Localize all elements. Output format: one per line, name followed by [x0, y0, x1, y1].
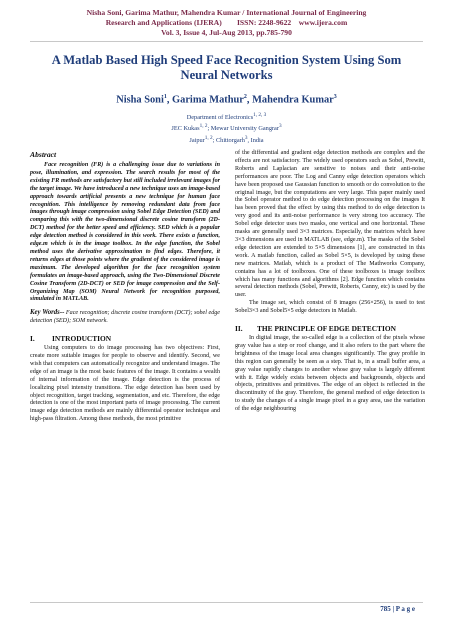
- journal-header-line-3: Vol. 3, Issue 4, Jul-Aug 2013, pp.785-790: [161, 28, 292, 38]
- affiliation-mark: 1, 2: [204, 134, 213, 141]
- left-column: [30, 150, 220, 424]
- keywords-label: Key Words--: [30, 309, 65, 317]
- section-heading-introduction: [30, 334, 220, 343]
- author-name: Garima Mathur: [172, 94, 244, 106]
- abstract-body: Face recognition (FR) is a challenging issue due to variations in pose, illumination, and expression. The search results for most of the existing FR methods are satisfactory but still included irrelevant images for the target image. We have introduced a new technique uses an image-based approach towards artificial presents a new technique for human face recognition. This intelligence by removing redundant data from face images through image compression using Sobel Edge Detection (SED) and comparing this with the two-dimensional discrete cosine transform (2D-DCT) method for the better speed and efficiency. SED which is a popular edge detection method is considered in this work. There exists a function, edge.m which is in the image toolbox. In the edge function, the Sobel method uses the derivative approximation to find edges. Therefore, it returns edges at those points where the gradient of the considered image is maximum. The developed algorithm for the face recognition system formulates an image-based approach, using the Two-Dimensional Discrete Cosine Transform (2D-DCT) or SED for image compression and the Self-Organizing Map (SOM) Neural Network for recognition purposed, simulated in MATLAB.: [30, 162, 220, 303]
- affiliation-institution: ; Mewar University Gangrar: [207, 125, 279, 133]
- affiliation-mark: 1, 2, 3: [253, 112, 267, 118]
- author-name: Mahendra Kumar: [252, 94, 334, 106]
- keywords: [30, 309, 220, 326]
- section-number: II.: [235, 324, 243, 334]
- section-title: INTRODUCTION: [52, 334, 112, 344]
- author-affil-mark: 1: [163, 94, 167, 100]
- journal-header-line-1: Nisha Soni, Garima Mathur, Mahendra Kumar / International Journal of Engineering: [86, 8, 367, 17]
- affiliation-city: Jaipur: [189, 136, 205, 144]
- affiliation-city: ; Chittorgarh: [212, 136, 245, 144]
- affiliation-line-2: [20, 122, 433, 133]
- right-column-paragraph-1: of the differential and gradient edge detection methods are complex and the effects are not satisfactory. The widely used operators such as Sobel, Prewitt, Roberts and Laplacian are sensitive to noises and their anti-noise performances are poor. The Log and Canny edge detection operators which have been proposed use Gaussian function to smooth or do convolution to the original image, but the computations are very large. This paper mainly used the Sobel operator method to do edge detection processing on the images It has been proved that the effect by using this method to do edge detection is very good and its anti-noise performance is very strong too accuracy. The Sobel edge detector uses two masks, one vertical and one horizontal. These masks are generally used 3×3 matrices. Especially, the matrices which have 3×3 dimensions are used in MATLAB (see, edge.m). The masks of the Sobel edge detection are extended to 5×5 dimensions [1], are constructed in this work. A matlab function, called as Sobel 5×5, is developed by using these new matrices. Matlab, which is a product of The Mathworks Company, contains has a lot of toolboxes. One of these toolboxes is image toolbox which has many functions and algorithms [2]. Edge function which contains several detection methods (Sobel, Prewitt, Roberts, Canny, etc) is used by the user.: [235, 150, 425, 299]
- paper-title: A Matlab Based High Speed Face Recognition System Using Som Neural Networks: [51, 53, 402, 82]
- keywords-text: Face recognition; discrete cosine transform (DCT); sobel edge detection (SED); SOM network.: [30, 310, 221, 325]
- affiliation-mark: 3: [278, 123, 282, 130]
- introduction-body: Using computers to do image processing has two objectives: First, create more suitable images for people to observe and identify. Second, we wish that computers can automatically recognize and understand images. The edge of an image is the most basic features of the image. It contains a wealth of internal information of the image. Edge detection is the process of localizing pixel intensity transitions. The edge detection has been used by object recognition, target tracking, segmentation, and etc. Therefore, the edge detection is one of the most important parts of image processing. The current image edge detection methods are mainly differential operator technique and high-pass filtration. Among these methods, the most primitive: [30, 345, 220, 423]
- author-affil-mark: 2: [243, 94, 247, 100]
- author-affil-mark: 3: [333, 94, 337, 100]
- author-name: Nisha Soni: [116, 94, 164, 106]
- author-list: Nisha Soni$^1$, Garima Mathur$^2$, Mahendra Kumar$^3$: [116, 94, 337, 106]
- section-number: I.: [30, 334, 35, 344]
- header-divider: [30, 41, 423, 42]
- affiliation-line-1: [20, 111, 433, 122]
- page-footer: [30, 602, 423, 614]
- affiliation-line-3: [20, 134, 433, 145]
- right-column: [235, 150, 425, 414]
- abstract-heading: Abstract: [30, 150, 57, 159]
- journal-header-line-2: Research and Applications (IJERA) ISSN: 2248-9622 www.ijera.com: [105, 18, 348, 28]
- footer-divider: [30, 602, 423, 603]
- edge-detection-body: In digital image, the so-called edge is a collection of the pixels whose gray value has a step or roof change, and it also refers to the part where the brightness of the image local area changes significantly. The gray profile in this region can generally be seen as a step. That is, in a small buffer area, a gray value rapidly changes to another whose gray value is largely different with it. Edge widely exists between objects and backgrounds, objects and objects, primitives and primitives. The edge of an object is reflected in the discontinuity of the gray. Therefore, the general method of edge detection is to study the changes of a single image pixel in a gray area, use the variation of the edge neighbouring: [235, 335, 425, 413]
- affiliation-institution: JEC Kukas: [171, 125, 200, 133]
- affiliation-mark: 3: [244, 134, 248, 141]
- affiliation-mark: 1, 2: [199, 123, 208, 130]
- affiliation-block: [20, 111, 433, 145]
- section-heading-edge-detection: [235, 324, 425, 333]
- right-column-paragraph-2: The image set, which consist of 8 images (256×256), is used to test Sobel3×3 and Sobel5×5 edge detectors in Matlab.: [235, 300, 425, 315]
- section-title: THE PRINCIPLE OF EDGE DETECTION: [257, 324, 396, 334]
- journal-header: [20, 8, 433, 39]
- affiliation-country: , India: [247, 136, 264, 144]
- page-number: 785 | P a g e: [380, 605, 415, 613]
- affiliation-department: Department of Electronics: [186, 114, 254, 122]
